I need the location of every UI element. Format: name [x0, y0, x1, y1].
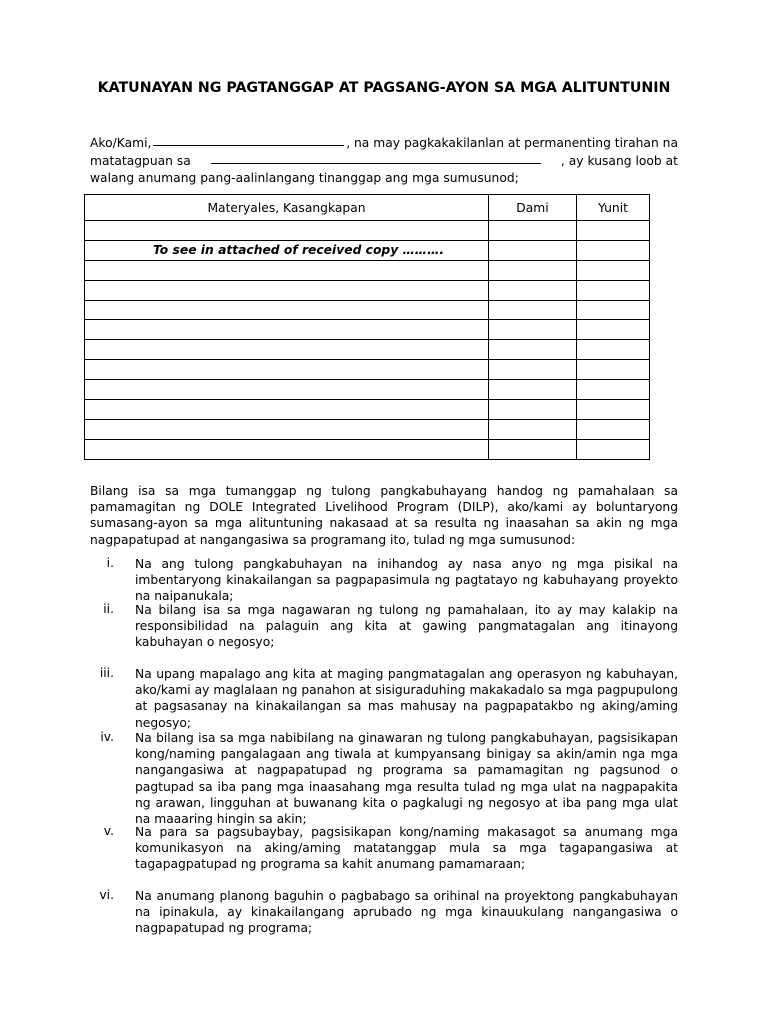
- table-cell[interactable]: [85, 320, 489, 340]
- table-cell[interactable]: [85, 380, 489, 400]
- table-cell[interactable]: [85, 340, 489, 360]
- table-cell[interactable]: [489, 300, 577, 320]
- table-cell[interactable]: [577, 380, 650, 400]
- table-cell[interactable]: [85, 221, 489, 241]
- table-row: [85, 439, 650, 459]
- table-cell[interactable]: [577, 320, 650, 340]
- table-cell[interactable]: [577, 260, 650, 280]
- item-text: Na para sa pagsubaybay, pagsisikapan kong/naming makasagot sa anumang mga komunikasyon na aking/aming matatanggap mula sa mga tagapangasiwa at tagapagpatupad ng programa sa kahit anumang pamamaraan;: [135, 825, 678, 872]
- table-cell[interactable]: [577, 240, 650, 260]
- table-header-row: [85, 195, 650, 221]
- intro-text-1a: Ako/Kami,: [90, 136, 152, 150]
- table-row: [85, 320, 650, 340]
- header-materials: Materyales, Kasangkapan: [85, 195, 489, 221]
- table-cell[interactable]: [577, 280, 650, 300]
- table-cell[interactable]: [577, 439, 650, 459]
- table-row: [85, 360, 650, 380]
- header-quantity: Dami: [489, 195, 577, 221]
- table-cell[interactable]: [85, 439, 489, 459]
- item-text: Na upang mapalago ang kita at maging pangmatagalan ang operasyon ng kabuhayan, ako/kami ay maglalaan ng panahon at sisiguraduhing makakadalo sa mga pagpupulong at pagsasanay na kinakailangan sa mas mahusay na pagpapatakbo ng aking/aming negosyo;: [135, 667, 678, 730]
- table-cell[interactable]: [489, 400, 577, 420]
- table-cell[interactable]: [577, 221, 650, 241]
- table-cell[interactable]: [577, 340, 650, 360]
- table-cell[interactable]: [577, 419, 650, 439]
- table-cell[interactable]: [85, 400, 489, 420]
- table-cell[interactable]: [85, 280, 489, 300]
- intro-text-2a: matatagpuan sa: [90, 153, 191, 168]
- table-cell[interactable]: [489, 260, 577, 280]
- intro-text-3: walang anumang pang-aalinlangang tinanggap ang mga sumusunod;: [90, 171, 519, 185]
- table-cell[interactable]: [489, 419, 577, 439]
- table-row: [85, 400, 650, 420]
- page-title: KATUNAYAN NG PAGTANGGAP AT PAGSANG-AYON SA MGA ALITUNTUNIN: [97, 80, 671, 96]
- table-cell[interactable]: [85, 300, 489, 320]
- intro-block: [90, 135, 678, 188]
- table-cell[interactable]: [489, 360, 577, 380]
- table-cell[interactable]: [85, 360, 489, 380]
- table-cell[interactable]: [489, 380, 577, 400]
- table-cell[interactable]: [489, 221, 577, 241]
- item-text: Na bilang isa sa mga nagawaran ng tulong ng pamahalaan, ito ay may kalakip na responsibilidad na palaguin ang kita at gawing pangmatagalan ang itinayong kabuhayan o negosyo;: [135, 603, 678, 650]
- intro-line-3: [90, 170, 678, 188]
- item-number: vi.: [99, 888, 114, 902]
- intro-line-2: [90, 153, 678, 171]
- table-note: To see in attached of received copy ……….: [85, 240, 489, 260]
- intro-line-1: [90, 135, 678, 153]
- table-row: [85, 419, 650, 439]
- table-row: [85, 240, 650, 260]
- table-row: [85, 260, 650, 280]
- table-row: [85, 340, 650, 360]
- header-unit: Yunit: [577, 195, 650, 221]
- item-number: v.: [103, 824, 114, 838]
- table-cell[interactable]: [489, 340, 577, 360]
- table-cell[interactable]: [489, 280, 577, 300]
- table-cell[interactable]: [85, 419, 489, 439]
- item-number: i.: [106, 556, 114, 570]
- name-blank[interactable]: [153, 135, 344, 146]
- table-row: [85, 280, 650, 300]
- table-cell[interactable]: [489, 240, 577, 260]
- table-cell[interactable]: [489, 439, 577, 459]
- table-row: [85, 300, 650, 320]
- item-text: Na bilang isa sa mga nabibilang na ginawaran ng tulong pangkabuhayan, pagsisikapan kong/naming pangalagaan ang tiwala at kumpyansang binigay sa akin/amin nga mga nangangasiwa at nagpapatupad ng programa sa pamamagitan ng pagsunod o pagtupad sa iba pang mga inaasahang mga resulta tulad ng mga ulat na nagpapakita ng arawan, lingguhan at buwanang kita o pagkalugi ng negosyo at iba pang mga ulat na maaaring hingin sa akin;: [135, 731, 678, 827]
- agreement-paragraph: Bilang isa sa mga tumanggap ng tulong pangkabuhayang handog ng pamahalaan sa pamamagitan ng DOLE Integrated Livelihood Program (DILP), ako/kami ay boluntaryong sumasang-ayon sa mga alituntuning nakasaad at sa resulta ng inaasahan sa akin ng mga nagpapatupad at nangangasiwa sa programang ito, tulad ng mga sumusunod:: [90, 484, 678, 547]
- table-row: [85, 221, 650, 241]
- intro-text-2b: , ay kusang loob at: [560, 153, 678, 168]
- intro-text-1b: , na may pagkakakilanlan at permanenting tirahan na: [346, 136, 678, 150]
- table-cell[interactable]: [577, 400, 650, 420]
- table-row: [85, 380, 650, 400]
- table-cell[interactable]: [85, 260, 489, 280]
- item-text: Na anumang planong baguhin o pagbabago sa orihinal na proyektong pangkabuhayan na ipinakula, ay kinakailangang aprubado ng mga kinauukulang nangangasiwa o nagpapatupad ng programa;: [135, 889, 678, 936]
- item-number: iii.: [99, 666, 114, 680]
- table-cell[interactable]: [577, 300, 650, 320]
- item-text: Na ang tulong pangkabuhayan na inihandog ay nasa anyo ng mga pisikal na imbentaryong kinakailangan sa pagpapasimula ng pagtatayo ng kabuhayang proyekto na naipanukala;: [135, 557, 678, 604]
- materials-table: [84, 194, 650, 460]
- table-cell[interactable]: [489, 320, 577, 340]
- item-number: iv.: [100, 730, 114, 744]
- address-blank[interactable]: [211, 153, 541, 164]
- table-cell[interactable]: [577, 360, 650, 380]
- item-number: ii.: [103, 602, 114, 616]
